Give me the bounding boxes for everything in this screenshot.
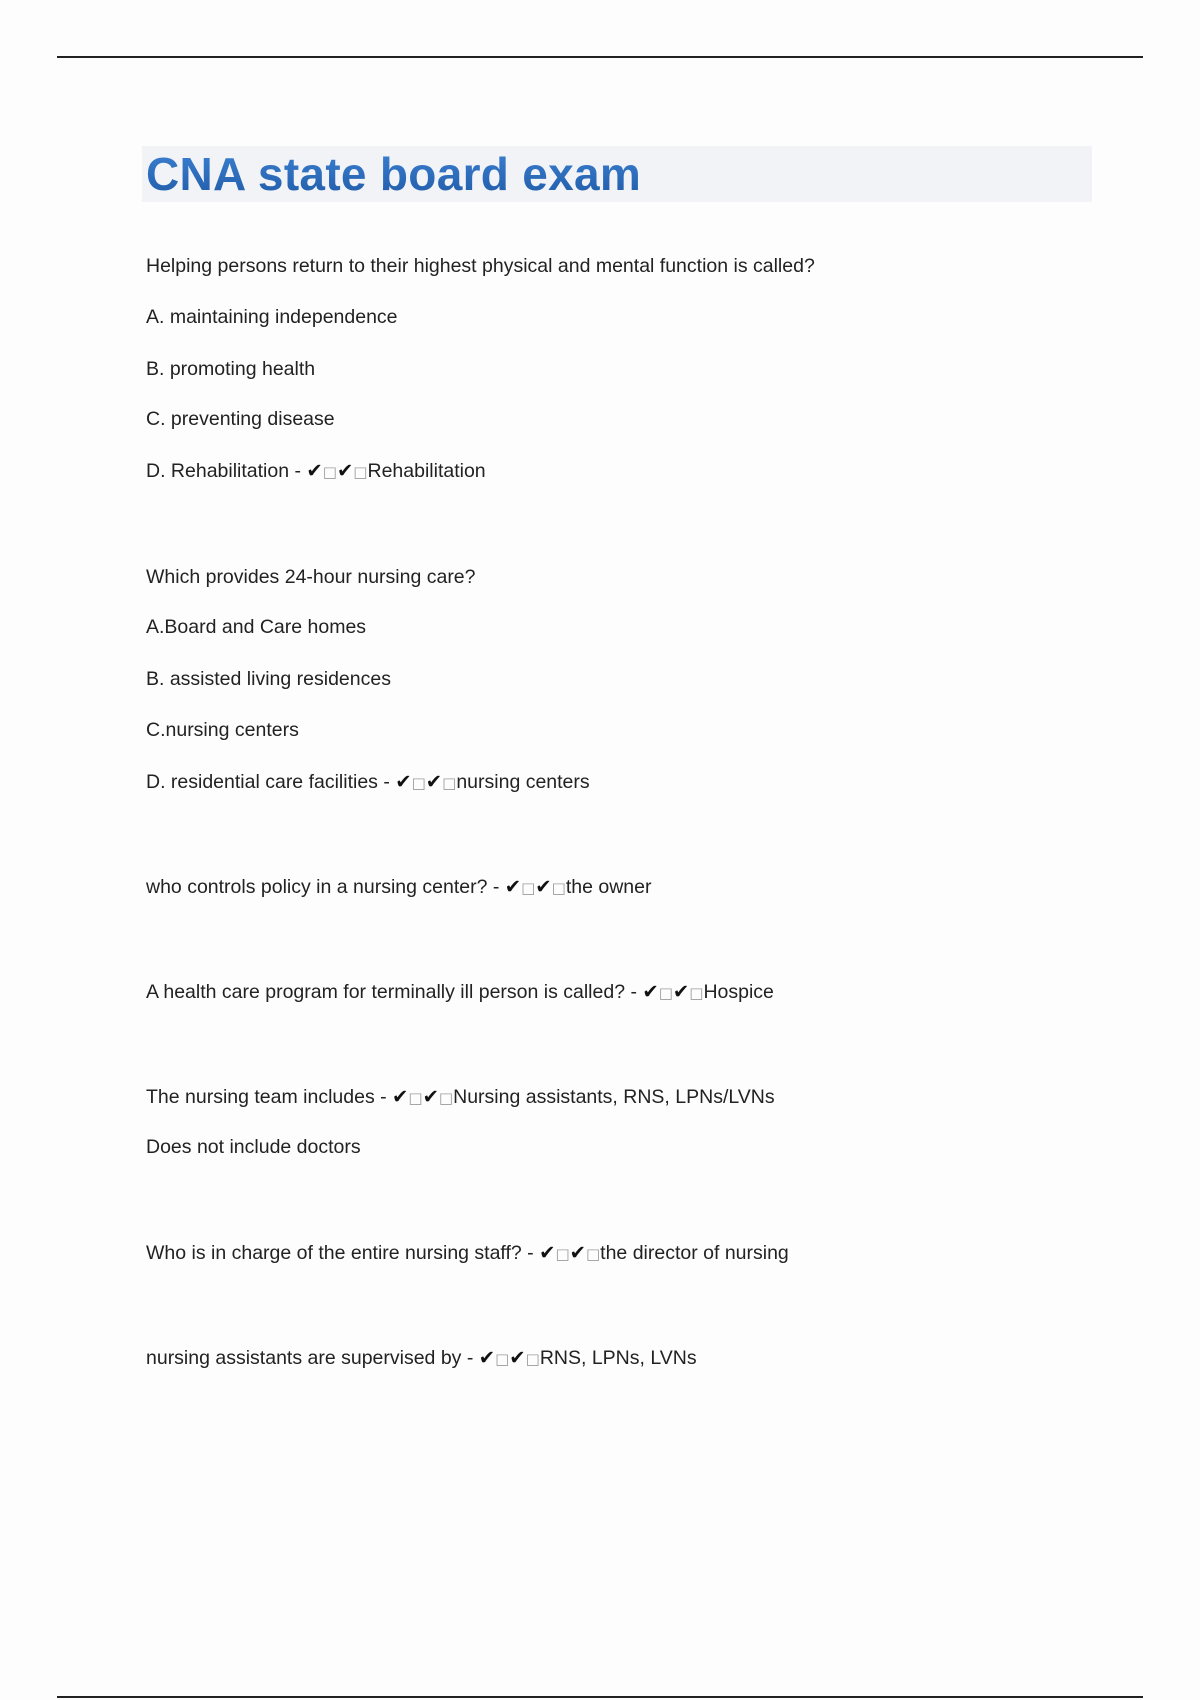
check-icon: ✔ (422, 1085, 439, 1108)
answer-text: RNS, LPNs, LVNs (539, 1347, 697, 1369)
answer-text: the owner (565, 876, 652, 898)
box-glyph: □ (555, 1245, 570, 1263)
option-c: C. preventing disease (146, 408, 335, 430)
box-glyph: □ (438, 1089, 454, 1107)
check-icon: ✔ (306, 459, 323, 482)
answer-prefix: nursing assistants are supervised by - (146, 1347, 479, 1369)
option-c: C.nursing centers (146, 719, 299, 741)
option-b: B. assisted living residences (146, 668, 391, 690)
box-glyph: □ (551, 879, 566, 897)
box-glyph: □ (585, 1245, 601, 1263)
answer-prefix: The nursing team includes - (146, 1086, 393, 1108)
check-icon: ✔ (336, 459, 354, 482)
answer-note: Does not include doctors (146, 1136, 361, 1158)
box-glyph: □ (411, 774, 426, 792)
check-icon: ✔ (539, 1241, 556, 1264)
check-icon: ✔ (395, 770, 412, 793)
answer-line (146, 1345, 697, 1372)
top-rule (57, 56, 1143, 58)
answer-prefix: D. Rehabilitation - (146, 460, 307, 482)
box-glyph: □ (408, 1089, 423, 1107)
box-glyph: □ (658, 984, 673, 1002)
document-title: CNA state board exam (146, 148, 642, 200)
answer-line (146, 458, 486, 485)
answer-text: Nursing assistants, RNS, LPNs/LVNs (453, 1086, 775, 1108)
answer-prefix: who controls policy in a nursing center? - (146, 876, 505, 898)
answer-line (146, 979, 774, 1006)
answer-text: nursing centers (456, 771, 590, 793)
check-icon: ✔ (392, 1085, 409, 1108)
question-text: Which provides 24-hour nursing care? (146, 566, 476, 588)
box-glyph: □ (442, 774, 457, 792)
answer-line (146, 1084, 775, 1111)
box-glyph: □ (495, 1350, 510, 1368)
option-a: A.Board and Care homes (146, 616, 367, 638)
answer-line (146, 1240, 789, 1267)
check-icon: ✔ (504, 875, 522, 898)
box-glyph: □ (521, 879, 536, 897)
bottom-rule (57, 1696, 1143, 1698)
question-text: Helping persons return to their highest physical and mental function is called? (146, 255, 815, 277)
answer-text: the director of nursing (600, 1242, 789, 1264)
box-glyph: □ (322, 463, 337, 481)
check-icon: ✔ (478, 1346, 496, 1369)
box-glyph: □ (353, 463, 368, 481)
check-icon: ✔ (569, 1241, 586, 1264)
option-b: B. promoting health (146, 358, 316, 380)
answer-prefix: A health care program for terminally ill person is called? - (146, 981, 643, 1003)
check-icon: ✔ (535, 875, 552, 898)
answer-prefix: D. residential care facilities - (146, 771, 396, 793)
option-a: A. maintaining independence (146, 306, 398, 328)
check-icon: ✔ (642, 980, 659, 1003)
answer-prefix: Who is in charge of the entire nursing staff? - (146, 1242, 540, 1264)
box-glyph: □ (525, 1350, 540, 1368)
answer-line (146, 769, 590, 796)
check-icon: ✔ (672, 980, 690, 1003)
check-icon: ✔ (509, 1346, 526, 1369)
answer-text: Hospice (703, 981, 774, 1003)
check-icon: ✔ (425, 770, 443, 793)
answer-text: Rehabilitation (367, 460, 486, 482)
answer-line (146, 874, 651, 901)
box-glyph: □ (689, 984, 704, 1002)
